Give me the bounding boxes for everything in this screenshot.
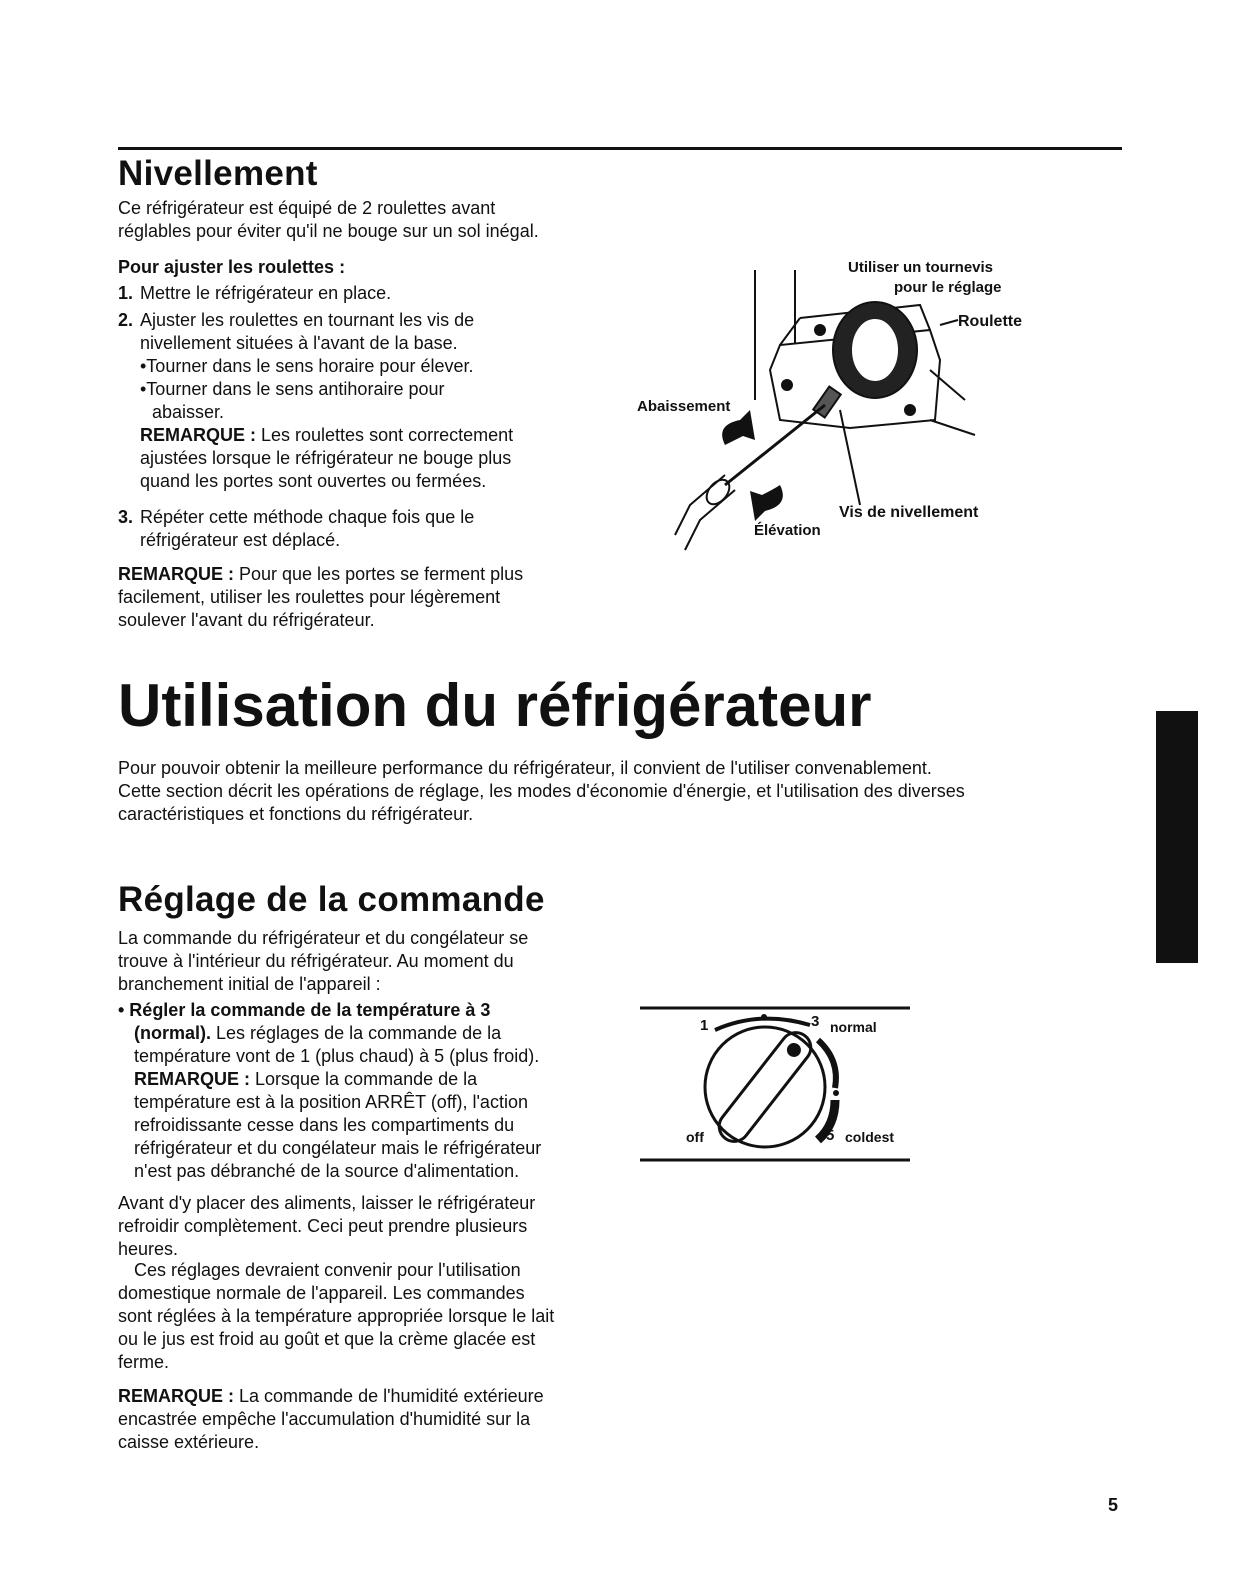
bullet-raise: •Tourner dans le sens horaire pour élever. xyxy=(140,356,474,376)
note-text: Lorsque la commande de la xyxy=(250,1069,478,1089)
para-line: Ces réglages devraient convenir pour l'utilisation xyxy=(134,1260,521,1280)
note-label: REMARQUE : xyxy=(118,564,234,584)
intro-line: branchement initial de l'appareil : xyxy=(118,974,381,994)
bracket-top xyxy=(780,318,800,345)
screwdriver-shaft xyxy=(725,405,825,485)
step-number: 2. xyxy=(118,310,134,330)
note-text: Les roulettes sont correctement xyxy=(256,425,514,445)
reglage-note-2 xyxy=(118,1385,618,1454)
step-text: Répéter cette méthode chaque fois que le xyxy=(140,507,475,527)
note-text: ajustées lorsque le réfrigérateur ne bouge plus xyxy=(140,448,512,468)
step-number: 3. xyxy=(118,507,134,527)
label-raising: Élévation xyxy=(754,522,821,539)
step-number: 1. xyxy=(118,283,134,303)
para-line: domestique normale de l'appareil. Les commandes xyxy=(118,1283,525,1303)
label-roller: Roulette xyxy=(958,313,1022,330)
bracket-hole xyxy=(905,405,915,415)
note-label: REMARQUE : xyxy=(118,1386,234,1406)
step-3 xyxy=(118,506,598,552)
para-line: sont réglées à la température appropriée lorsque le lait xyxy=(118,1306,555,1326)
note-label: REMARQUE : xyxy=(134,1069,250,1089)
note-text: Pour que les portes se ferment plus xyxy=(234,564,524,584)
step-text: nivellement situées à l'avant de la base. xyxy=(140,333,458,353)
bullet-lower-cont: abaisser. xyxy=(152,402,225,422)
intro-line: Cette section décrit les opérations de réglage, les modes d'économie d'énergie, et l'utilisation des diverses xyxy=(118,781,965,801)
note-text: quand les portes sont ouvertes ou fermées. xyxy=(140,471,487,491)
raise-arrow-icon xyxy=(750,485,783,521)
section-tab-marker xyxy=(1156,711,1198,963)
dial-label-coldest: coldest xyxy=(845,1129,895,1145)
note-1 xyxy=(140,424,598,447)
heading-utilisation: Utilisation du réfrigérateur xyxy=(118,672,872,739)
step-text: Mettre le réfrigérateur en place. xyxy=(140,283,392,303)
intro-line: Pour pouvoir obtenir la meilleure performance du réfrigérateur, il convient de l'utiliser convenablement. xyxy=(118,758,932,778)
temperature-dial xyxy=(705,1027,825,1147)
step-2 xyxy=(118,309,598,493)
para-line: heures. xyxy=(118,1239,179,1259)
dial-label-normal: normal xyxy=(830,1019,877,1035)
reglage-intro xyxy=(118,927,618,996)
dial-tick xyxy=(761,1014,767,1020)
dial-label-off: off xyxy=(686,1129,704,1145)
note-text: La commande de l'humidité extérieure xyxy=(234,1386,544,1406)
note-text: soulever l'avant du réfrigérateur. xyxy=(118,610,375,630)
para-line: ou le jus est froid au goût et que la crème glacée est xyxy=(118,1329,536,1349)
label-lowering: Abaissement xyxy=(637,398,731,415)
heading-reglage: Réglage de la commande xyxy=(118,880,545,919)
note-text: encastrée empêche l'accumulation d'humidité sur la xyxy=(118,1409,531,1429)
utilisation-intro xyxy=(118,757,1118,826)
bullet-line: • Régler la commande de la température à 3 xyxy=(118,1000,491,1020)
intro-line: réglables pour éviter qu'il ne bouge sur un sol inégal. xyxy=(118,221,539,241)
note-text: réfrigérateur et du congélateur mais le réfrigérateur xyxy=(134,1138,542,1158)
leader-line xyxy=(940,320,958,325)
reglage-before xyxy=(118,1192,618,1261)
intro-line: caractéristiques et fonctions du réfrigérateur. xyxy=(118,804,474,824)
bracket-hole xyxy=(815,325,825,335)
label-leveling-screw: Vis de nivellement xyxy=(839,504,979,521)
subheading-roulettes: Pour ajuster les roulettes : xyxy=(118,257,346,277)
heading-nivellement: Nivellement xyxy=(118,154,318,193)
para-line: refroidir complètement. Ceci peut prendre plusieurs xyxy=(118,1216,528,1236)
bullet-text: Les réglages de la commande de la xyxy=(211,1023,502,1043)
step-text: Ajuster les roulettes en tournant les vis de xyxy=(140,310,475,330)
note-text: température est à la position ARRÊT (off), l'action xyxy=(134,1092,528,1112)
intro-line: La commande du réfrigérateur et du congélateur se xyxy=(118,928,529,948)
note-text: refroidissante cesse dans les compartiments du xyxy=(134,1115,515,1135)
bullet-bold: (normal). xyxy=(134,1023,212,1043)
step-text: réfrigérateur est déplacé. xyxy=(140,530,341,550)
reglage-bullet xyxy=(118,999,618,1183)
section-divider xyxy=(118,147,1122,150)
intro-line: trouve à l'intérieur du réfrigérateur. Au moment du xyxy=(118,951,514,971)
note-label: REMARQUE : xyxy=(140,425,256,445)
dial-label-3: 3 xyxy=(811,1013,820,1030)
nivellement-intro xyxy=(118,197,539,243)
step-1 xyxy=(118,282,598,305)
note-text: caisse extérieure. xyxy=(118,1432,260,1452)
roller-hub xyxy=(853,320,897,380)
bullet-lower: •Tourner dans le sens antihoraire pour xyxy=(140,379,445,399)
page-number: 5 xyxy=(1108,1495,1119,1515)
para-line: ferme. xyxy=(118,1352,170,1372)
reglage-settings xyxy=(118,1259,618,1374)
note-text: facilement, utiliser les roulettes pour légèrement xyxy=(118,587,501,607)
dial-label-1: 1 xyxy=(700,1017,709,1034)
label-tool: Utiliser un tournevis xyxy=(848,259,994,276)
intro-line: Ce réfrigérateur est équipé de 2 roulettes avant xyxy=(118,198,496,218)
dial-label-5: 5 xyxy=(826,1127,835,1144)
screwdriver-handle xyxy=(675,475,735,550)
dial-tick xyxy=(833,1090,839,1096)
note-2 xyxy=(118,563,598,632)
para-line: Avant d'y placer des aliments, laisser le réfrigérateur xyxy=(118,1193,536,1213)
dial-pointer xyxy=(713,1027,817,1148)
note-text: n'est pas débranché de la source d'alimentation. xyxy=(134,1161,520,1181)
label-tool-2: pour le réglage xyxy=(894,279,1002,296)
bracket-hole xyxy=(782,380,792,390)
bullet-text: température vont de 1 (plus chaud) à 5 (plus froid). xyxy=(134,1046,540,1066)
